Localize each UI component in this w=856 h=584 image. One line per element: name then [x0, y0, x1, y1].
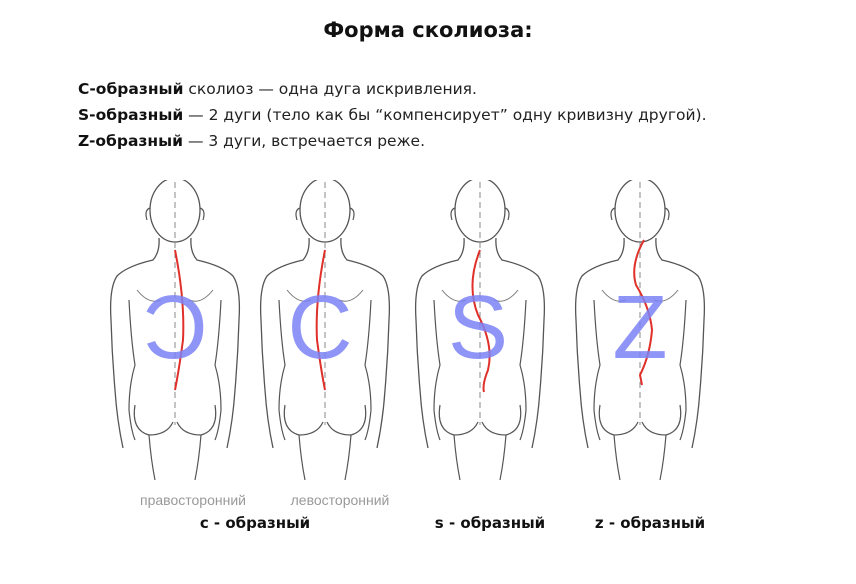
text-c: сколиоз — одна дуга искривления.	[183, 80, 477, 98]
label-z-shaped: z - образный	[594, 514, 706, 532]
description-line-c	[78, 76, 707, 102]
letter-c-left: C	[287, 278, 353, 378]
scoliosis-figures	[0, 180, 856, 480]
label-c-shaped: c - образный	[199, 514, 311, 532]
description-line-s	[78, 102, 707, 128]
term-s: S-образный	[78, 106, 184, 124]
letter-z: Z	[612, 278, 668, 378]
letter-s: S	[447, 278, 509, 378]
description-line-z	[78, 128, 707, 154]
sublabel-left-sided: левосторонний	[290, 492, 390, 508]
term-c: С-образный	[78, 80, 184, 98]
term-z: Z-образный	[78, 132, 184, 150]
text-s: — 2 дуги (тело как бы “компенсирует” одну кривизну другой).	[183, 106, 707, 124]
description	[78, 76, 707, 154]
label-s-shaped: s - образный	[434, 514, 546, 532]
letter-c-right: Ɔ	[142, 278, 208, 378]
sublabel-right-sided: правосторонний	[140, 492, 246, 508]
page-title: Форма сколиоза:	[323, 18, 533, 42]
text-z: — 3 дуги, встречается реже.	[183, 132, 425, 150]
